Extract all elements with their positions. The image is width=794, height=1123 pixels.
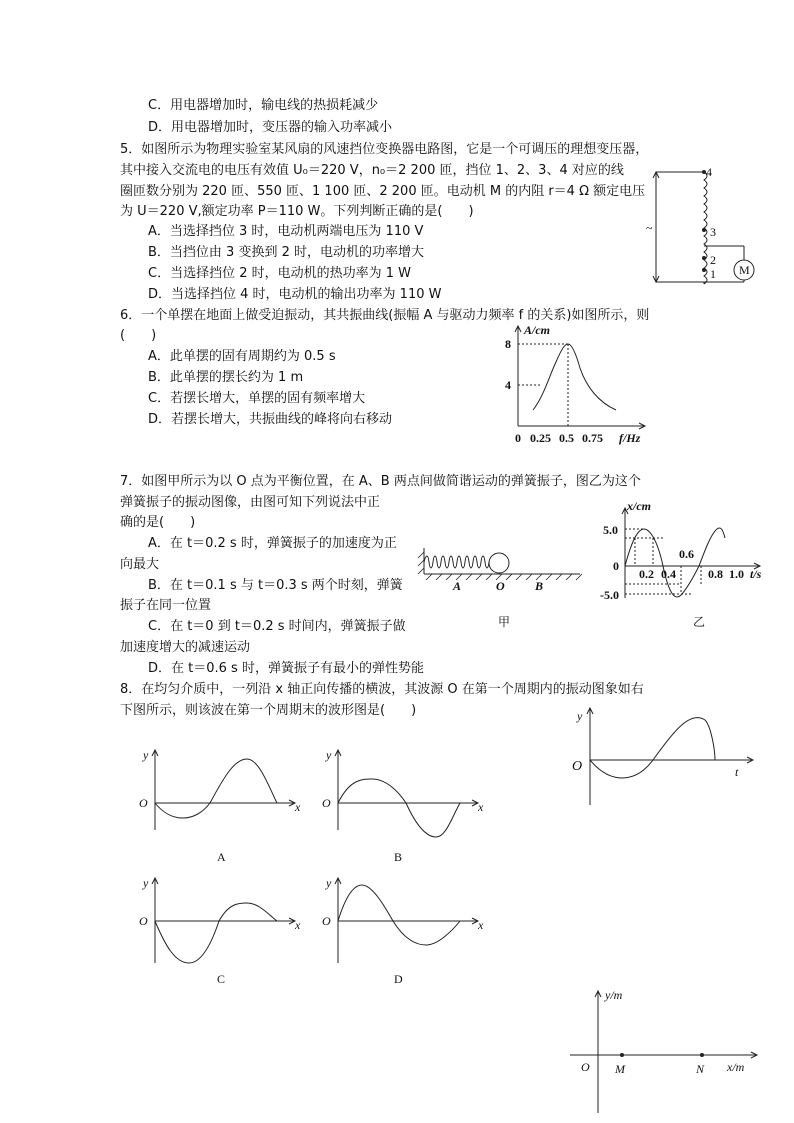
q5-stem-line4: 为 U＝220 V,额定功率 P＝110 W。下列判断正确的是( ) (120, 204, 474, 219)
figure-yi-caption: 乙 (693, 615, 706, 629)
x-label: x (295, 918, 301, 932)
q7-option-b-line1: B．在 t＝0.1 s 与 t＝0.3 s 两个时刻，弹簧 (148, 578, 403, 593)
xtick-0: 0 (515, 431, 521, 445)
y-axis-label: y/m (605, 988, 623, 1002)
xtick-0.6: 0.6 (679, 547, 694, 561)
vibration-curve (625, 528, 725, 597)
option-d-caption: D (394, 972, 403, 986)
ytick-neg5: -5.0 (600, 588, 619, 602)
xtick-0.2: 0.2 (639, 567, 654, 581)
origin-label: O (322, 914, 331, 928)
q7-stem-line1: 7．如图甲所示为以 O 点为平衡位置，在 A、B 两点间做简谐运动的弹簧振子，图乙为这个 (120, 474, 641, 489)
origin-label: O (572, 759, 583, 774)
q5-stem-line3: 圈匝数分别为 220 匝、550 匝、1 100 匝、2 200 匝。电动机 M 的内阻 r＝4 Ω 额定电压 (120, 184, 646, 199)
q8-option-b-wave (318, 745, 488, 865)
q5-stem-line2: 其中接入交流电的电压有效值 U₀＝220 V，n₀＝2 200 匝，挡位 1、2、3、4 对应的线 (120, 163, 624, 178)
ytick-8: 8 (505, 337, 511, 351)
y-label: y (577, 709, 583, 723)
q7-spring-oscillator-figure (418, 540, 588, 630)
q7-vibration-graph (595, 498, 770, 633)
point-m (620, 1053, 624, 1057)
q6-option-c: C．若摆长增大，单摆的固有频率增大 (148, 391, 366, 406)
spring (424, 556, 489, 568)
xtick-0.25: 0.25 (530, 431, 551, 445)
q5-option-c: C．当选择挡位 2 时，电动机的热功率为 1 W (148, 266, 412, 281)
option-c-caption: C (217, 972, 226, 986)
q7-stem-line3: 确的是( ) (120, 515, 196, 530)
motor-label: M (739, 263, 750, 277)
q5-stem-line1: 5．如图所示为物理实验室某风扇的风速挡位变换器电路图，它是一个可调压的理想变压器， (120, 142, 649, 157)
q5-option-a: A．当选择挡位 3 时，电动机两端电压为 110 V (148, 224, 424, 239)
y-label: y (326, 748, 332, 762)
q6-stem-line1: 6．一个单摆在地面上做受迫振动，其共振曲线(振幅 A 与驱动力频率 f 的关系)如图所示，则 (120, 308, 650, 323)
xtick-1.0: 1.0 (729, 567, 744, 581)
tap-label-2: 2 (710, 253, 716, 267)
t-label: t (735, 765, 739, 779)
tap-label-4: 4 (706, 165, 712, 179)
q6-option-d: D．若摆长增大，共振曲线的峰将向右移动 (148, 412, 393, 427)
origin-label: O (139, 914, 148, 928)
q8-option-c-wave (135, 873, 305, 993)
q7-stem-line2: 弹簧振子的振动图像，由图可知下列说法中正 (120, 495, 381, 510)
resonance-curve (533, 344, 616, 410)
xtick-0.5: 0.5 (559, 431, 574, 445)
q8-option-a-wave (135, 745, 305, 865)
tap-label-1: 1 (710, 267, 716, 281)
q7-option-a-line2: 向最大 (120, 557, 160, 572)
x-label: x (478, 800, 484, 814)
xtick-0.75: 0.75 (582, 431, 603, 445)
figure-jia-caption: 甲 (498, 615, 511, 629)
tap-label-3: 3 (710, 225, 716, 239)
point-n (700, 1053, 704, 1057)
q5-option-b: B．当挡位由 3 变换到 2 时，电动机的功率增大 (148, 245, 424, 260)
q6-option-a: A．此单摆的固有周期约为 0.5 s (148, 349, 336, 364)
q5-option-d: D．当选择挡位 4 时，电动机的输出功率为 110 W (148, 287, 442, 302)
ytick-0: 0 (613, 559, 619, 573)
x-axis-label: f/Hz (619, 431, 641, 445)
t-axis-label: t/s (750, 567, 762, 581)
q8-stem-line1: 8．在均匀介质中，一列沿 x 轴正向传播的横波，其波源 O 在第一个周期内的振动图象如右 (120, 682, 644, 697)
q8-blank-wave-axes (565, 985, 765, 1115)
q5-transformer-circuit (640, 160, 780, 295)
option-a-caption: A (217, 850, 226, 864)
origin-label: O (139, 796, 148, 810)
q7-option-b-line2: 振子在同一位置 (120, 598, 212, 613)
y-label: y (143, 748, 149, 762)
q4-option-c: C．用电器增加时，输电线的热损耗减少 (148, 98, 379, 113)
point-a-label: A (453, 579, 462, 593)
q7-option-a-line1: A．在 t＝0.2 s 时，弹簧振子的加速度为正 (148, 536, 397, 551)
n-label: N (696, 1062, 705, 1076)
y-axis-label: x/cm (627, 499, 651, 513)
y-label: y (143, 876, 149, 890)
q6-option-b: B．此单摆的摆长约为 1 m (148, 370, 304, 385)
q7-option-c-line1: C．在 t＝0 到 t＝0.2 s 时间内，弹簧振子做 (148, 619, 406, 634)
q6-stem-line2: ( ) (120, 328, 157, 343)
q7-option-d: D．在 t＝0.6 s 时，弹簧振子有最小的弹性势能 (148, 661, 424, 676)
ac-source-symbol: ~ (646, 221, 653, 235)
q8-source-vibration-graph (565, 700, 765, 810)
point-b-label: B (535, 579, 544, 593)
xtick-0.4: 0.4 (661, 567, 676, 581)
xtick-0.8: 0.8 (708, 567, 723, 581)
ytick-4: 4 (505, 378, 511, 392)
y-label: y (326, 876, 332, 890)
q8-option-d-wave (318, 873, 488, 993)
option-b-caption: B (394, 850, 403, 864)
oscillator-ball (489, 553, 509, 573)
y-axis-label: A/cm (524, 323, 550, 337)
q8-stem-line2: 下图所示，则该波在第一个周期末的波形图是( ) (120, 703, 417, 718)
m-label: M (615, 1062, 625, 1076)
origin-label: O (322, 796, 331, 810)
q6-resonance-chart (500, 322, 660, 447)
x-axis-label: x/m (727, 1060, 745, 1074)
q7-option-c-line2: 加速度增大的减速运动 (120, 640, 251, 655)
x-label: x (478, 918, 484, 932)
origin-label: O (581, 1060, 590, 1074)
ytick-5: 5.0 (603, 523, 618, 537)
x-label: x (295, 800, 301, 814)
point-o-label: O (496, 579, 505, 593)
q4-option-d: D．用电器增加时，变压器的输入功率减小 (148, 120, 393, 135)
